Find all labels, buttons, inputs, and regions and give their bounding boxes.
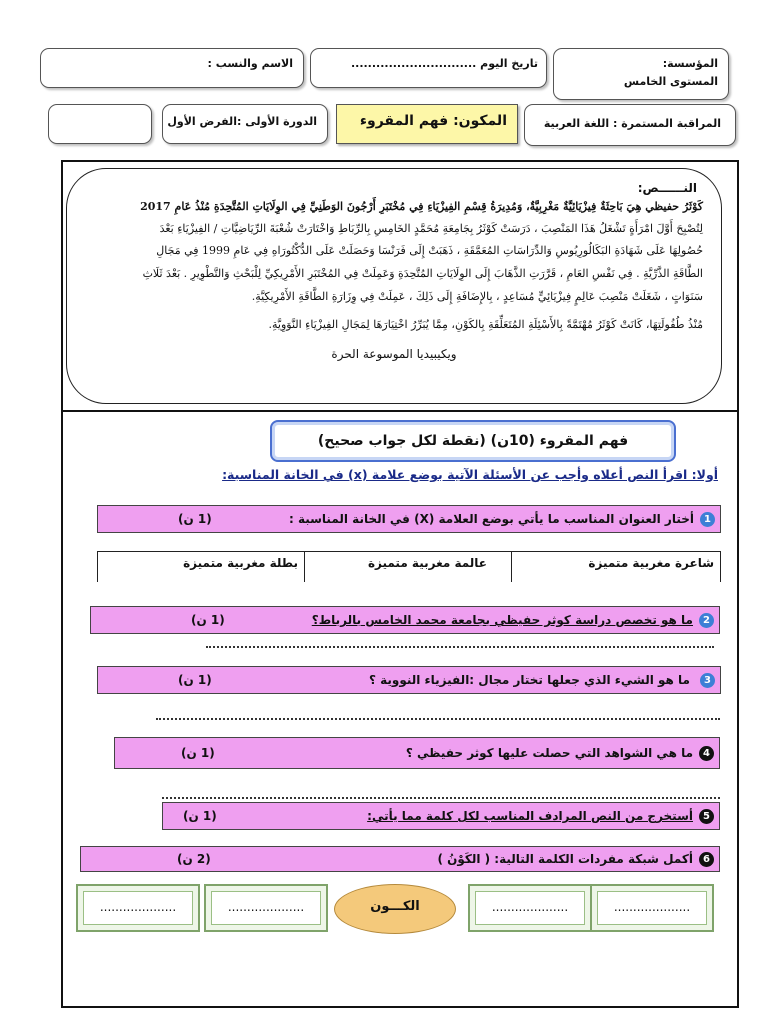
question-number-badge: 5: [699, 809, 714, 824]
question-text: ما هو تخصص دراسة كوثر حفيظي بجامعة محمد الخامس بالرباط؟: [311, 613, 693, 627]
option-label: عالمة مغربية متميزة: [367, 556, 487, 570]
question-text: أكمل شبكة مفردات الكلمة التالية: ( الكَوْنُ ): [437, 852, 693, 866]
question-points: (1 ن): [191, 613, 225, 627]
section-title-box: [270, 420, 676, 462]
question-number-badge: 6: [699, 852, 714, 867]
question-points: (1 ن): [183, 809, 217, 823]
date-box: [310, 48, 547, 88]
blank-dots: ....................: [99, 900, 177, 914]
word-grid-center: [334, 884, 456, 934]
monitoring-label: المراقبة المستمرة : اللغة العربية: [543, 117, 721, 130]
option-label: بطلة مغربية متميزة: [183, 556, 298, 570]
option-label: شاعرة مغربية متميزة: [588, 556, 714, 570]
passage-line: سَنَوَاتٍ ، شَغَلَتْ مَنْصِبَ عَالِمٍ فِيزْيَائِيٍّ مُسَاعِدٍ ، بِالإِضَافَةِ إِلَى ذَلِكَ ، عَمِلَتْ فِي وِزَارَةِ الطَّاقَةِ الأَمْرِيكِيَّةِ.: [251, 290, 703, 303]
passage-line: كَوْثَرُ حفيظي هِيَ بَاحِثَةٌ فِيزْيَائِيَّةٌ مَغْرِبِيَّةٌ، وَمُدِيرَةُ قِسْمِ الفِيزْيَاءِ فِي مُخْتَبَرِ أَرْجُونَ الوَطَنِيِّ فِي الوِلَايَاتِ المُتَّحِدَةِ مُنْذُ عَامِ 2017: [140, 200, 703, 213]
section-title: فهم المقروء (10ن) (نقطة لكل جواب صحيح): [317, 433, 629, 449]
question-points: (1 ن): [178, 512, 212, 526]
blank-dots: ....................: [491, 900, 569, 914]
word-grid-blank[interactable]: [590, 884, 714, 932]
option-cell[interactable]: [304, 552, 511, 582]
option-cell[interactable]: [511, 552, 721, 582]
question-number-badge: 4: [699, 746, 714, 761]
answer-line[interactable]: [156, 718, 720, 720]
passage-line: حُصُولِهَا عَلَى شَهَادَةِ البَكَالُورِيُوسِ وَالدِّرَاسَاتِ المُعَمَّقَةِ ، ذَهَبَتْ إِلَى فَرَنْسَا وَحَصَلَتْ عَلَى الدُّكْتُورَاهِ فِي عَامِ 1999 فِي مَجَالِ: [156, 244, 703, 257]
question-5: [162, 802, 720, 830]
passage-heading: النــــــص:: [637, 181, 697, 195]
passage-panel: [66, 168, 722, 404]
blank-dots: ....................: [227, 900, 305, 914]
question-2: [90, 606, 720, 634]
question-text: أختار العنوان المناسب ما يأتي بوضع العلامة (X) في الخانة المناسبة :: [288, 512, 694, 526]
passage-source: ويكيبيديا الموسوعة الحرة: [331, 347, 457, 361]
component-box: [336, 104, 518, 144]
session-box: [162, 104, 328, 144]
level-label: المستوى الخامس: [623, 75, 718, 88]
question-3: [97, 666, 721, 694]
question-points: (1 ن): [178, 673, 212, 687]
word-grid-blank[interactable]: [76, 884, 200, 932]
question-1: [97, 505, 721, 533]
date-label: تاريخ اليوم ..............................: [350, 57, 538, 70]
name-box: [40, 48, 304, 88]
question-4: [114, 737, 720, 769]
question-text: ما هو الشيء الذي جعلها تختار مجال :الفيزياء النووية ؟: [368, 673, 690, 687]
name-label: الاسم والنسب :: [207, 57, 293, 70]
question-points: (1 ن): [181, 746, 215, 760]
answer-line[interactable]: [162, 797, 720, 799]
question-points: (2 ن): [177, 852, 211, 866]
frame-divider: [61, 410, 739, 412]
institution-box: [553, 48, 729, 100]
answer-line[interactable]: [206, 646, 714, 648]
question-number-badge: 3: [700, 673, 715, 688]
monitoring-box: [524, 104, 736, 146]
passage-line: الطَّاقَةِ الذَّرِّيَّةِ . فِي نَفْسِ العَامِ ، قَرَّرَتِ الذَّهَابَ إِلَى الوِلَايَاتِ المُتَّحِدَةِ وَعَمِلَتْ فِي المُخْتَبَرِ الأَمْرِيكِيِّ لِلْبَحْثِ وَالتَّطْوِيرِ . بَعْدَ ثَلَاثِ: [142, 267, 703, 280]
institution-label: المؤسسة:: [662, 57, 718, 70]
grade-box: [48, 104, 152, 144]
blank-dots: ....................: [613, 900, 691, 914]
word-grid-blank[interactable]: [468, 884, 592, 932]
passage-line: مُنْذُ طُفُولَتِهَا، كَانَتْ كَوْثَرُ مُهْتَمَّةً بِالأَسْئِلَةِ المُتَعَلِّقَةِ بِالكَوْنِ، مِمَّا يُبَرِّرُ اخْتِيَارَهَا لِمَجَالِ الفِيزْيَاءِ النَّوَوِيَّةِ.: [268, 318, 703, 331]
question-6: [80, 846, 720, 872]
session-label: الدورة الأولى :الفرض الأول: [167, 115, 317, 128]
center-word: الكـــون: [370, 899, 420, 914]
question-text: أستخرج من النص المرادف المناسب لكل كلمة مما يأتي:: [367, 809, 693, 823]
question-number-badge: 1: [700, 512, 715, 527]
component-label: المكون: فهم المقروء: [359, 113, 507, 129]
section-instruction: أولا: اقرأ النص أعلاه وأجب عن الأسئلة الآتية بوضع علامة (x) في الخانة المناسبة:: [222, 467, 718, 482]
option-cell[interactable]: [97, 552, 304, 582]
word-grid-blank[interactable]: [204, 884, 328, 932]
passage-line: لِتُصْبِحَ أَوَّلَ امْرَأَةٍ تَشْغَلُ هَذَا المَنْصِبَ ، دَرَسَتْ كَوْثَرُ بِجَامِعَةِ مُحَمَّدٍ الخَامِسِ بِالرِّبَاطِ وَاخْتَارَتْ شُعْبَةَ الرِّيَاضِيَّاتِ / الفِيزْيَاءِ بَعْدَ: [159, 222, 703, 235]
question-number-badge: 2: [699, 613, 714, 628]
question-text: ما هي الشواهد التي حصلت عليها كوثر حفيظي ؟: [405, 746, 693, 760]
